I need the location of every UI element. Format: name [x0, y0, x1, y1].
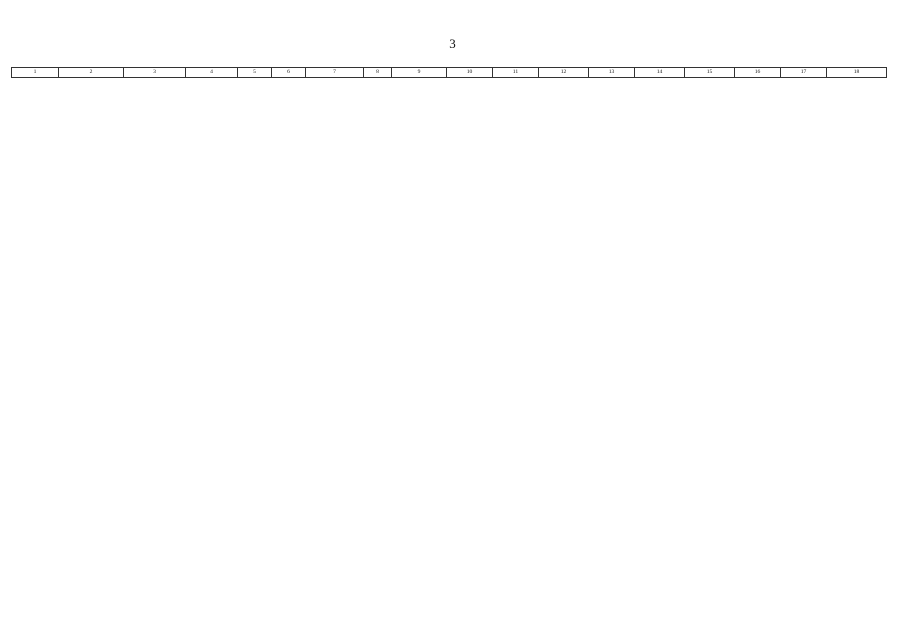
column-header: 4 [186, 68, 238, 78]
column-header: 2 [59, 68, 124, 78]
column-header: 16 [735, 68, 781, 78]
column-header: 18 [827, 68, 887, 78]
column-header: 11 [493, 68, 539, 78]
column-header: 9 [392, 68, 447, 78]
page-number: 3 [449, 36, 456, 51]
column-header: 5 [238, 68, 272, 78]
column-header: 6 [272, 68, 306, 78]
column-header: 3 [124, 68, 186, 78]
column-header: 7 [306, 68, 364, 78]
column-header: 15 [685, 68, 735, 78]
column-header: 14 [635, 68, 685, 78]
column-header: 1 [12, 68, 59, 78]
column-header: 10 [447, 68, 493, 78]
budget-table [11, 67, 887, 78]
column-header: 13 [589, 68, 635, 78]
column-header: 17 [781, 68, 827, 78]
header-row [12, 68, 887, 78]
column-header: 8 [364, 68, 392, 78]
column-header: 12 [539, 68, 589, 78]
